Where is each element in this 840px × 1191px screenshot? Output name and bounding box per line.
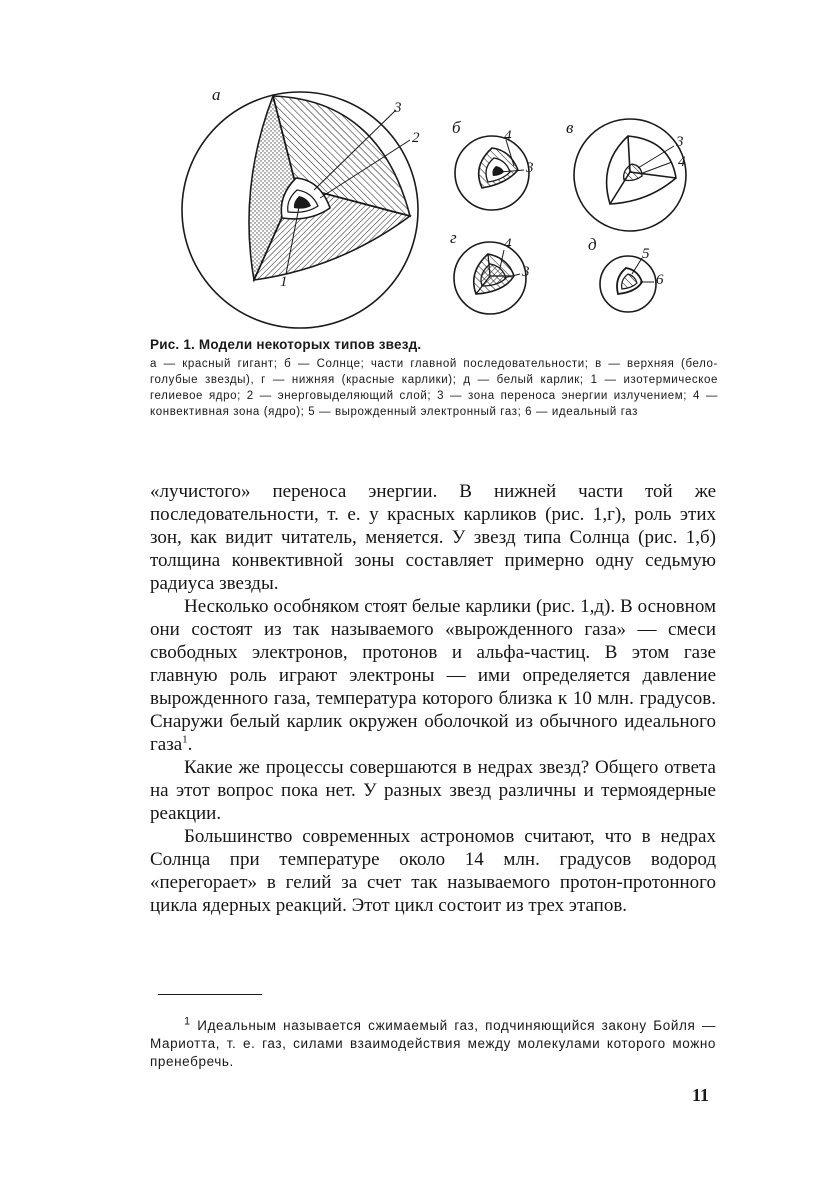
paragraph-2 — [150, 595, 716, 756]
footnote-mark: 1 — [184, 1015, 191, 1028]
panel-d-white-dwarf — [588, 235, 664, 312]
label-3-g: 3 — [522, 264, 530, 280]
label-6: 6 — [656, 272, 664, 288]
caption-title: Рис. 1. Модели некоторых типов звезд. — [150, 337, 422, 352]
caption-text: а — красный гигант; б — Солнце; части главной последовательности; в — верхняя (бело-голубые звезды), г — нижняя (красные карлики); д — белый карлик; 1 — изотермическое гелиевое ядро; 2 — энерговыделяющий слой; 3 — зона переноса энергии излучением; 4 — конвективная зона (ядро); 5 — вырожденный электронный газ; 6 — идеальный газ — [150, 358, 718, 418]
label-4-g: 4 — [504, 236, 512, 252]
footnote — [150, 1017, 716, 1071]
label-3: 3 — [394, 100, 402, 116]
label-5: 5 — [642, 246, 650, 262]
panel-label-v: в — [566, 118, 574, 137]
star-models-diagram — [170, 78, 730, 340]
panel-label-g: г — [450, 228, 457, 247]
paragraph-3: Какие же процессы совершаются в недрах звезд? Общего ответа на этот вопрос пока нет. У разных звезд различны и термоядерные реакции. — [150, 757, 716, 824]
paragraph-2-text: Несколько особняком стоят белые карлики (рис. 1,д). В основном они состоят из так называемого «вырожденного газа» — смеси свободных электронов, протонов и альфа-частиц. В этом газе главную роль играют электроны — ими определяется давление вырожденного газа, температура которого близка к 10 млн. градусов. Снаружи белый карлик окружен оболочкой из обычного идеального газа — [150, 596, 716, 755]
paragraph-2-end: . — [187, 734, 193, 755]
label-4-b: 4 — [504, 128, 512, 144]
panel-a-red-giant — [182, 85, 420, 328]
footnote-text: Идеальным называется сжимаемый газ, подчиняющийся закону Бойля — Мариотта, т. е. газ, силами взаимодействия между молекулами которого можно пренебречь. — [150, 1018, 716, 1069]
panel-b-sun — [452, 118, 534, 210]
label-4-v: 4 — [678, 154, 686, 170]
figure-caption — [150, 337, 718, 420]
panel-label-b: б — [452, 118, 461, 137]
paragraph-1: «лучистого» переноса энергии. В нижней части той же последовательности, т. е. у красных карликов (рис. 1,г), роль этих зон, как видит читатель, меняется. У звезд типа Солнца (рис. 1,б) толщина конвективной зоны составляет примерно одну седьмую радиуса звезды. — [150, 481, 716, 594]
panel-v-upper-main-sequence — [566, 118, 686, 231]
label-3-b: 3 — [526, 160, 534, 176]
panel-label-d: д — [588, 235, 597, 254]
label-2: 2 — [412, 130, 420, 146]
panel-g-red-dwarf — [450, 228, 530, 314]
footnote-divider — [158, 994, 262, 995]
body-text — [150, 480, 716, 917]
paragraph-4: Большинство современных астрономов считают, что в недрах Солнца при температуре около 14 млн. градусов водород «перегорает» в гелий за счет так называемого протон-протонного цикла ядерных реакций. Этот цикл состоит из трех этапов. — [150, 826, 716, 916]
footnote-ref[interactable]: 1 — [182, 733, 188, 746]
star-models-figure — [170, 78, 730, 340]
label-3-v: 3 — [676, 134, 684, 150]
page-number: 11 — [692, 1085, 710, 1105]
label-1: 1 — [280, 274, 288, 290]
panel-label-a: а — [212, 85, 221, 104]
